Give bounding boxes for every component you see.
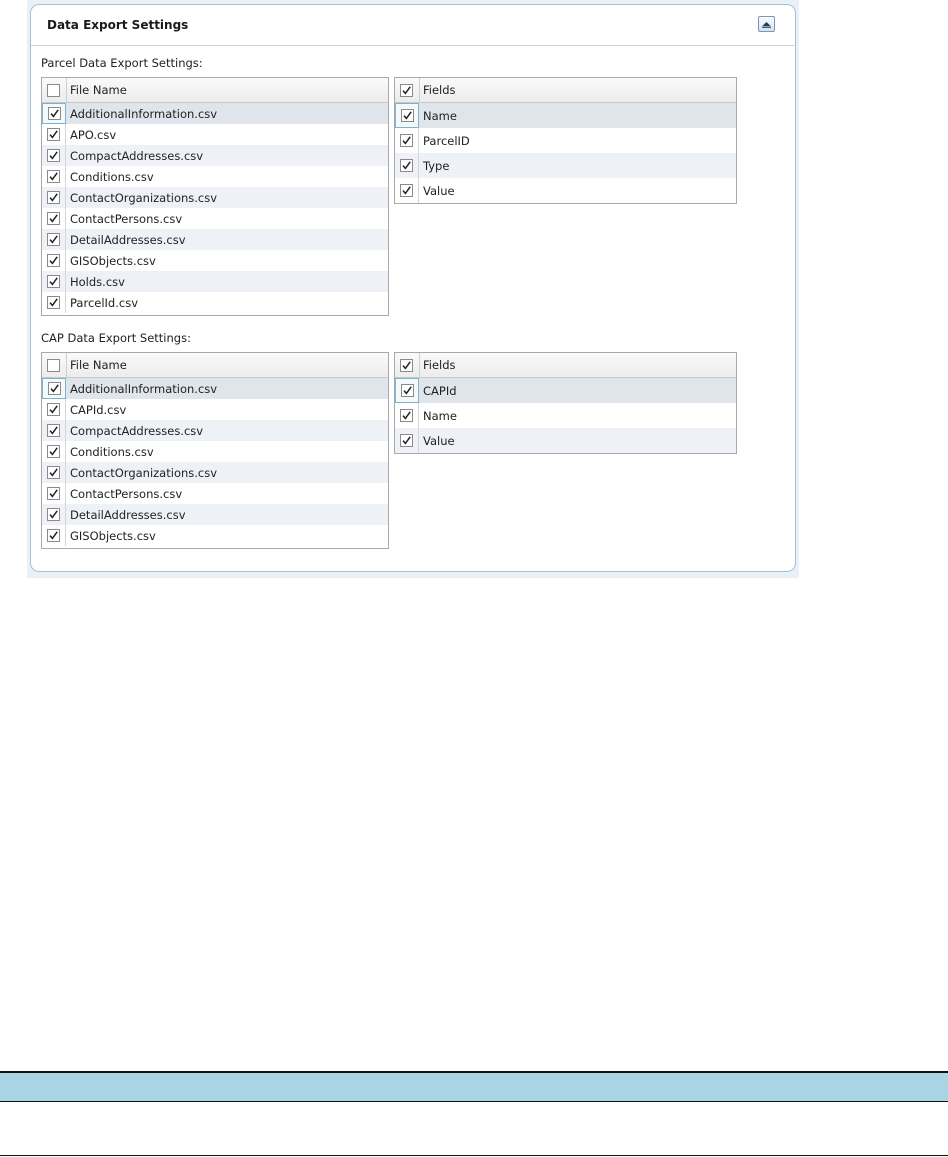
checkmark-icon (49, 468, 58, 477)
row-label: GISObjects.csv (70, 529, 156, 543)
checkmark-icon (402, 186, 411, 195)
parcel-fields-header (395, 78, 736, 103)
row-checkbox[interactable] (47, 254, 60, 267)
row-label: ContactPersons.csv (70, 487, 183, 501)
list-row[interactable] (42, 250, 388, 271)
fields-column-header[interactable]: Fields (423, 83, 456, 97)
checkmark-icon (402, 136, 411, 145)
list-row[interactable] (42, 441, 388, 462)
cap-files-rows (42, 378, 388, 546)
row-checkbox[interactable] (400, 159, 413, 172)
checkmark-icon (49, 277, 58, 286)
parcel-fields-grid (394, 77, 737, 204)
row-checkbox[interactable] (400, 184, 413, 197)
row-checkbox[interactable] (401, 384, 414, 397)
row-checkbox[interactable] (47, 529, 60, 542)
list-row[interactable] (42, 208, 388, 229)
list-row[interactable] (395, 403, 736, 428)
row-label: Value (423, 184, 455, 198)
list-row[interactable] (395, 128, 736, 153)
checkmark-icon (49, 447, 58, 456)
row-checkbox[interactable] (47, 508, 60, 521)
cap-section-label: CAP Data Export Settings: (41, 331, 191, 345)
row-label: ContactOrganizations.csv (70, 466, 218, 480)
row-label: ContactOrganizations.csv (70, 191, 218, 205)
checkmark-icon (402, 411, 411, 420)
parcel-files-header (42, 78, 388, 103)
row-label: AdditionalInformation.csv (70, 382, 218, 396)
checkmark-icon (50, 384, 59, 393)
list-row[interactable] (42, 292, 388, 313)
checkmark-icon (49, 298, 58, 307)
row-checkbox[interactable] (47, 275, 60, 288)
checkmark-icon (49, 531, 58, 540)
parcel-files-select-all-checkbox[interactable] (47, 84, 60, 97)
row-checkbox[interactable] (48, 107, 61, 120)
parcel-files-rows (42, 103, 388, 313)
row-label: Holds.csv (70, 275, 125, 289)
cap-files-header (42, 353, 388, 378)
parcel-files-grid (41, 77, 389, 316)
list-row[interactable] (42, 462, 388, 483)
checkmark-icon (402, 86, 411, 95)
checkmark-icon (402, 361, 411, 370)
row-checkbox[interactable] (47, 296, 60, 309)
row-checkbox[interactable] (47, 128, 60, 141)
checkmark-icon (49, 426, 58, 435)
row-label: GISObjects.csv (70, 254, 156, 268)
checkmark-icon (49, 130, 58, 139)
row-checkbox[interactable] (400, 409, 413, 422)
row-label: Conditions.csv (70, 445, 154, 459)
row-label: Type (423, 159, 450, 173)
row-checkbox[interactable] (47, 170, 60, 183)
list-row[interactable] (42, 399, 388, 420)
checkmark-icon (402, 436, 411, 445)
row-checkbox[interactable] (401, 109, 414, 122)
file-name-column-header[interactable]: File Name (70, 358, 127, 372)
document-table-rule (0, 1101, 948, 1102)
panel-header (31, 5, 795, 46)
checkmark-icon (49, 489, 58, 498)
chevron-up-icon (762, 20, 771, 28)
row-label: CompactAddresses.csv (70, 424, 204, 438)
row-checkbox[interactable] (47, 424, 60, 437)
list-row[interactable] (42, 187, 388, 208)
row-label: CAPId.csv (70, 403, 127, 417)
row-checkbox[interactable] (47, 233, 60, 246)
list-row[interactable] (42, 483, 388, 504)
list-row[interactable] (42, 504, 388, 525)
list-row[interactable] (42, 229, 388, 250)
cap-fields-rows (395, 378, 736, 453)
checkmark-icon (49, 235, 58, 244)
panel-title: Data Export Settings (47, 18, 189, 32)
list-row[interactable] (42, 145, 388, 166)
file-name-column-header[interactable]: File Name (70, 83, 127, 97)
checkmark-icon (49, 193, 58, 202)
row-label: Conditions.csv (70, 170, 154, 184)
list-row[interactable] (42, 420, 388, 441)
checkmark-icon (402, 161, 411, 170)
row-label: Name (423, 109, 457, 123)
row-label: APO.csv (70, 128, 117, 142)
row-checkbox[interactable] (47, 191, 60, 204)
row-checkbox[interactable] (400, 134, 413, 147)
cap-fields-header (395, 353, 736, 378)
checkmark-icon (403, 386, 412, 395)
row-label: Name (423, 409, 457, 423)
document-table-rule-bottom (0, 1155, 948, 1156)
row-label: ParcelID (423, 134, 470, 148)
checkmark-icon (49, 510, 58, 519)
row-label: AdditionalInformation.csv (70, 107, 218, 121)
checkmark-icon (49, 405, 58, 414)
checkmark-icon (49, 172, 58, 181)
checkmark-icon (49, 256, 58, 265)
row-label: CAPId (423, 384, 457, 398)
list-row[interactable] (42, 166, 388, 187)
list-row[interactable] (395, 428, 736, 453)
row-label: CompactAddresses.csv (70, 149, 204, 163)
row-checkbox[interactable] (47, 149, 60, 162)
checkmark-icon (49, 151, 58, 160)
cap-files-grid (41, 352, 389, 549)
cap-fields-grid (394, 352, 737, 454)
checkmark-icon (403, 111, 412, 120)
parcel-fields-rows (395, 103, 736, 203)
document-table-header-bar (0, 1071, 948, 1101)
parcel-section-label: Parcel Data Export Settings: (41, 56, 203, 70)
row-checkbox[interactable] (47, 445, 60, 458)
list-row[interactable] (42, 124, 388, 145)
list-row[interactable] (42, 525, 388, 546)
list-row[interactable] (395, 153, 736, 178)
cap-fields-select-all-checkbox[interactable] (400, 359, 413, 372)
row-label: ParcelId.csv (70, 296, 139, 310)
row-label: Value (423, 434, 455, 448)
checkmark-icon (50, 109, 59, 118)
row-checkbox[interactable] (47, 212, 60, 225)
row-label: DetailAddresses.csv (70, 508, 186, 522)
parcel-fields-select-all-checkbox[interactable] (400, 84, 413, 97)
collapse-button[interactable] (758, 16, 775, 32)
row-checkbox[interactable] (47, 487, 60, 500)
data-export-settings-panel (30, 4, 796, 572)
cap-files-select-all-checkbox[interactable] (47, 359, 60, 372)
list-row[interactable] (395, 178, 736, 203)
row-checkbox[interactable] (47, 403, 60, 416)
list-row[interactable] (42, 378, 388, 399)
fields-column-header[interactable]: Fields (423, 358, 456, 372)
list-row[interactable] (395, 103, 736, 128)
list-row[interactable] (42, 271, 388, 292)
checkmark-icon (49, 214, 58, 223)
row-label: DetailAddresses.csv (70, 233, 186, 247)
row-checkbox[interactable] (47, 466, 60, 479)
row-checkbox[interactable] (400, 434, 413, 447)
row-checkbox[interactable] (48, 382, 61, 395)
list-row[interactable] (42, 103, 388, 124)
row-label: ContactPersons.csv (70, 212, 183, 226)
list-row[interactable] (395, 378, 736, 403)
